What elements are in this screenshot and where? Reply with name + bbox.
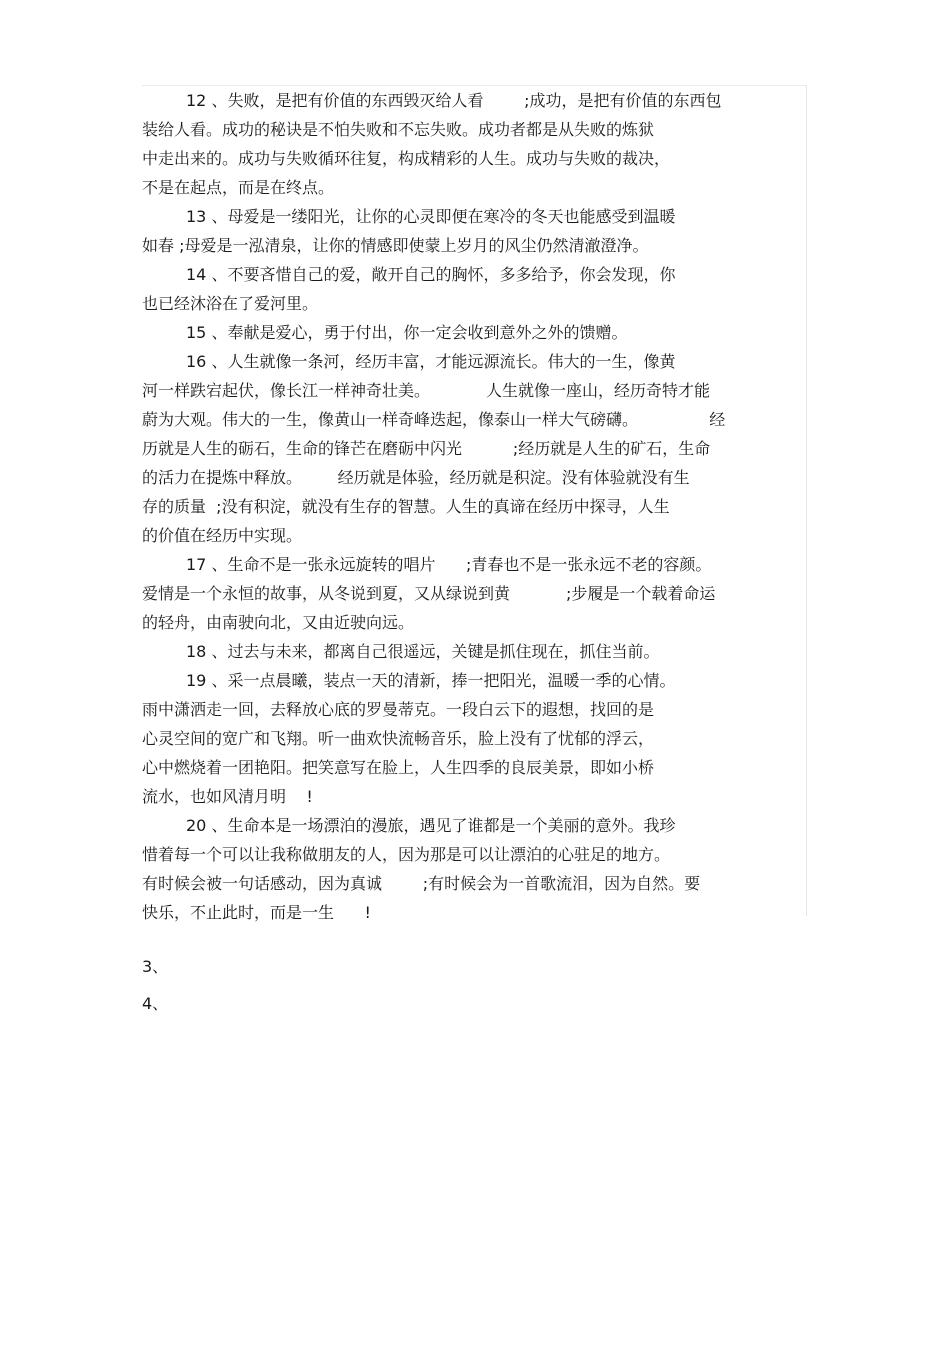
paragraph-line: 爱情是一个永恒的故事，从冬说到夏，又从绿说到黄 ;步履是一个载着命运 bbox=[142, 584, 716, 603]
paragraph-line: 快乐，不止此时，而是一生 ! bbox=[142, 903, 371, 922]
paragraph-line: 心灵空间的宽广和飞翔。听一曲欢快流畅音乐，脸上没有了忧郁的浮云， bbox=[142, 729, 655, 748]
paragraph-line: 有时候会被一句话感动，因为真诚 ;有时候会为一首歌流泪，因为自然。要 bbox=[142, 874, 701, 893]
paragraph-line: 的活力在提炼中释放。 经历就是体验，经历就是积淀。没有体验就没有生 bbox=[142, 468, 690, 487]
paragraph-line: 如春 ;母爱是一泓清泉，让你的情感即使蒙上岁月的风尘仍然清澈澄净。 bbox=[142, 236, 649, 255]
paragraph-line: 流水，也如风清月明 ! bbox=[142, 787, 313, 806]
paragraph-line: 河一样跌宕起伏，像长江一样神奇壮美。 人生就像一座山，经历奇特才能 bbox=[142, 381, 710, 400]
paragraph-line: 不是在起点，而是在终点。 bbox=[142, 178, 335, 197]
paragraph-line: 蔚为大观。伟大的一生，像黄山一样奇峰迭起，像泰山一样大气磅礴。 经 bbox=[142, 410, 726, 429]
paragraph-first-line: 14 、不要吝惜自己的爱，敞开自己的胸怀，多多给予，你会发现，你 bbox=[186, 265, 676, 284]
paragraph-line: 历就是人生的砺石，生命的锋芒在磨砺中闪光 ;经历就是人生的矿石，生命 bbox=[142, 439, 711, 458]
paragraph-line: 也已经沐浴在了爱河里。 bbox=[142, 294, 319, 313]
paragraph-line: 的轻舟，由南驶向北，又由近驶向远。 bbox=[142, 613, 415, 632]
paragraph-first-line: 20 、生命本是一场漂泊的漫旅，遇见了谁都是一个美丽的意外。我珍 bbox=[186, 816, 676, 835]
paragraph-first-line: 12 、失败，是把有价值的东西毁灭给人看 ;成功，是把有价值的东西包 bbox=[186, 91, 722, 110]
paragraph-line: 中走出来的。成功与失败循环往复，构成精彩的人生。成功与失败的裁决， bbox=[142, 149, 671, 168]
paragraph-first-line: 17 、生命不是一张永远旋转的唱片 ;青春也不是一张永远不老的容颜。 bbox=[186, 555, 712, 574]
paragraph-line: 的价值在经历中实现。 bbox=[142, 526, 303, 545]
paragraph-first-line: 19 、采一点晨曦，装点一天的清新，捧一把阳光，温暖一季的心情。 bbox=[186, 671, 676, 690]
paragraph-line: 惜着每一个可以让我称做朋友的人，因为那是可以让漂泊的心驻足的地方。 bbox=[142, 845, 671, 864]
paragraph-first-line: 16 、人生就像一条河，经历丰富，才能远源流长。伟大的一生，像黄 bbox=[186, 352, 676, 371]
paragraph-first-line: 15 、奉献是爱心，勇于付出，你一定会收到意外之外的馈赠。 bbox=[186, 323, 628, 342]
paragraph-line: 存的质量 ;没有积淀，就没有生存的智慧。人生的真谛在经历中探寻，人生 bbox=[142, 497, 670, 516]
paragraph-first-line: 13 、母爱是一缕阳光，让你的心灵即便在寒冷的冬天也能感受到温暖 bbox=[186, 207, 676, 226]
paragraph-line: 心中燃烧着一团艳阳。把笑意写在脸上，人生四季的良辰美景，即如小桥 bbox=[142, 758, 655, 777]
list-mark-4: 4、 bbox=[142, 994, 169, 1013]
quotes-text-block bbox=[142, 85, 807, 922]
paragraph-first-line: 18 、过去与未来，都离自己很遥远，关键是抓住现在，抓住当前。 bbox=[186, 642, 660, 661]
list-mark-3: 3、 bbox=[142, 957, 169, 976]
paragraph-line: 装给人看。成功的秘诀是不怕失败和不忘失败。成功者都是从失败的炼狱 bbox=[142, 120, 655, 139]
paragraph-line: 雨中潇洒走一回，去释放心底的罗曼蒂克。一段白云下的遐想，找回的是 bbox=[142, 700, 655, 719]
